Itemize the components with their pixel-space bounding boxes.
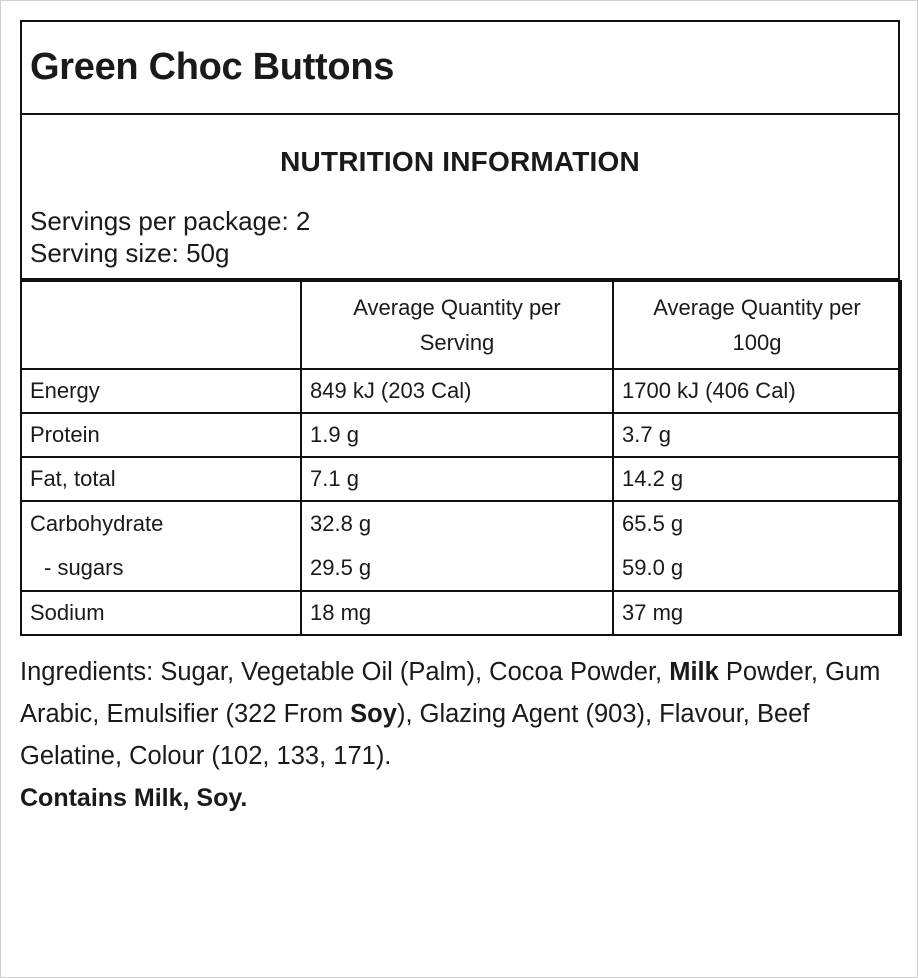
row-label: Sodium	[21, 591, 301, 635]
row-per-serving: 849 kJ (203 Cal)	[301, 369, 613, 413]
sugars-per-serving: 29.5 g	[310, 555, 372, 580]
ingredients-part: ), Glazing Agent (903), Flavour, Beef Gelatine, Colour (102, 133, 171).	[20, 700, 810, 770]
carbohydrate-per-100g: 65.5 g	[622, 511, 684, 536]
row-per-100g: 3.7 g	[613, 413, 901, 457]
header-blank-cell	[21, 281, 301, 369]
header-per-serving-line1: Average Quantity per	[353, 295, 561, 320]
row-label: Energy	[21, 369, 301, 413]
servings-per-package: Servings per package: 2	[30, 206, 311, 236]
header-per-serving	[301, 281, 613, 369]
row-label: Protein	[21, 413, 301, 457]
nutrition-info-block	[22, 115, 898, 280]
allergen-milk: Milk	[669, 658, 719, 686]
header-per-100g-line1: Average Quantity per	[653, 295, 861, 320]
carbohydrate-label: Carbohydrate	[30, 511, 164, 536]
sugars-per-100g: 59.0 g	[622, 555, 684, 580]
row-label	[21, 501, 301, 591]
row-label: Fat, total	[21, 457, 301, 501]
table-header-row	[21, 281, 901, 369]
header-per-100g-line2: 100g	[732, 330, 782, 355]
row-per-100g: 14.2 g	[613, 457, 901, 501]
row-per-100g: 37 mg	[613, 591, 901, 635]
nutrition-heading: NUTRITION INFORMATION	[280, 146, 640, 177]
row-per-serving: 7.1 g	[301, 457, 613, 501]
carbohydrate-per-serving: 32.8 g	[310, 511, 372, 536]
table-row-energy	[21, 369, 901, 413]
nutrition-panel	[20, 20, 900, 636]
table-row-sodium	[21, 591, 901, 635]
ingredients-text	[20, 651, 900, 777]
header-per-serving-line2: Serving	[419, 330, 495, 355]
allergen-statement: Contains Milk, Soy.	[20, 784, 248, 812]
serving-size: Serving size: 50g	[30, 238, 230, 268]
allergen-soy: Soy	[350, 700, 397, 728]
product-title: Green Choc Buttons	[22, 22, 898, 115]
row-per-serving	[301, 501, 613, 591]
row-per-100g	[613, 501, 901, 591]
header-per-100g	[613, 281, 901, 369]
table-row-protein	[21, 413, 901, 457]
row-per-100g: 1700 kJ (406 Cal)	[613, 369, 901, 413]
table-row-fat	[21, 457, 901, 501]
sugars-label: - sugars	[44, 555, 124, 580]
ingredients-part: Powder, Gum Arabic, Emulsifier (322 From	[20, 658, 881, 728]
ingredients-part: Ingredients: Sugar, Vegetable Oil (Palm), Cocoa Powder,	[20, 658, 670, 686]
table-row-carbohydrate	[21, 501, 901, 591]
row-per-serving: 1.9 g	[301, 413, 613, 457]
nutrition-table	[20, 280, 902, 636]
row-per-serving: 18 mg	[301, 591, 613, 635]
